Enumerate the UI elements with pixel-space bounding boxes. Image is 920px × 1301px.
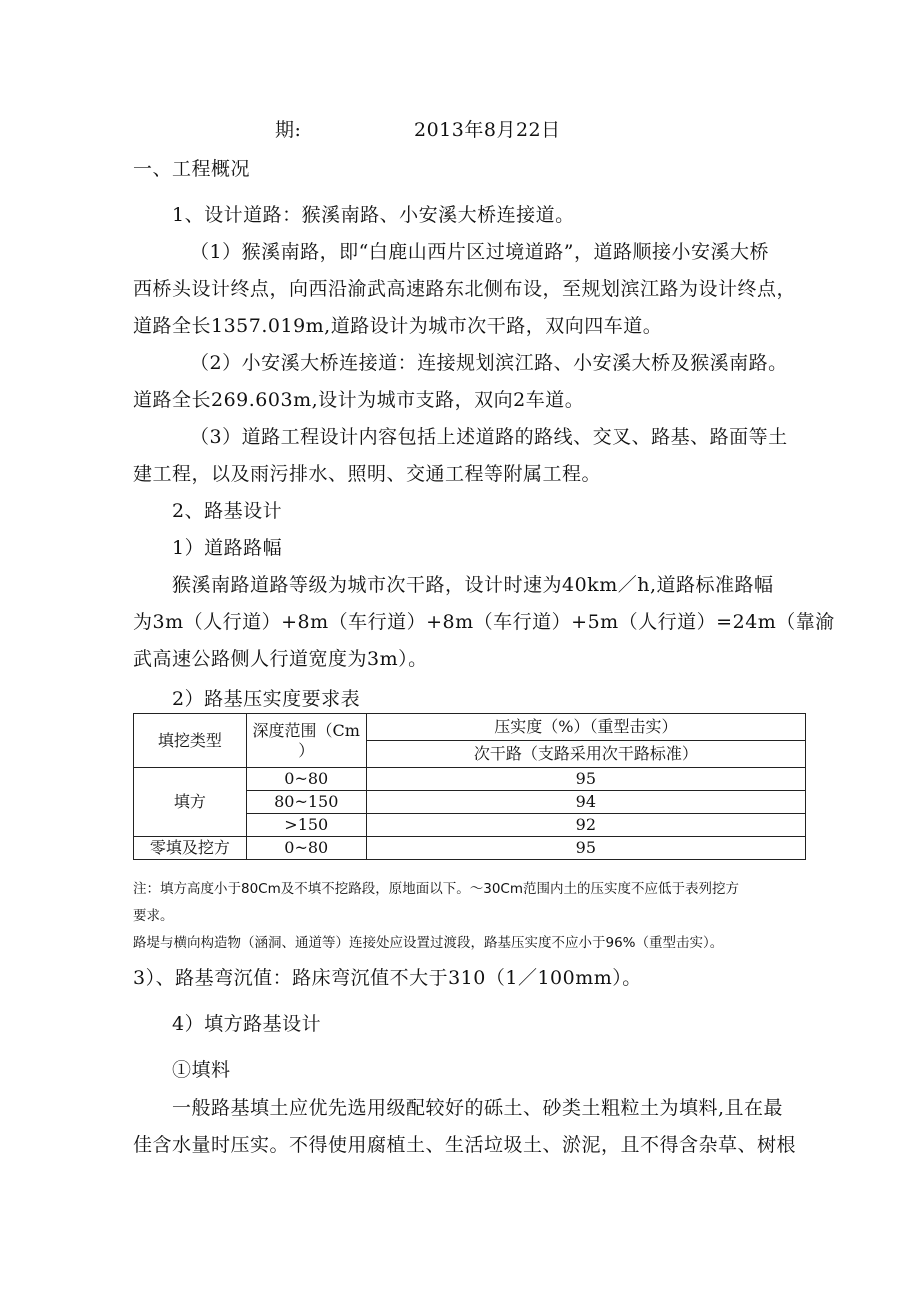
fill-material-heading: ①填料	[172, 1059, 231, 1081]
paragraph-3-line-2: 建工程，以及雨污排水、照明、交通工程等附属工程。	[133, 463, 602, 485]
paragraph-1-line-1: （1）猴溪南路，即“白鹿山西片区过境道路”，道路顺接小安溪大桥	[190, 241, 770, 263]
note-1-line-1: 注：填方高度小于80Cm及不填不挖路段，原地面以下。～30Cm范围内土的压实度不应低于表列挖方	[133, 881, 740, 897]
table-row	[134, 837, 806, 860]
paragraph-2-line-1: （2）小安溪大桥连接道：连接规划滨江路、小安溪大桥及猴溪南路。	[190, 352, 788, 374]
depth-cell: 0~80	[246, 837, 366, 860]
header-fill-type: 填挖类型	[134, 714, 247, 768]
paragraph-4-line-1: 猴溪南路道路等级为城市次干路，设计时速为40km／h,道路标准路幅	[172, 574, 774, 596]
paragraph-2-line-2: 道路全长269.603m,设计为城市支路，双向2车道。	[133, 389, 585, 411]
paragraph-5-line-1: 一般路基填土应优先选用级配较好的砾土、砂类土粗粒土为填料,且在最	[172, 1097, 784, 1119]
road-width-heading: 1）道路路幅	[172, 537, 283, 559]
paragraph-3-line-1: （3）道路工程设计内容包括上述道路的路线、交叉、路基、路面等土	[190, 426, 788, 448]
note-2: 路堤与横向构造物（涵洞、通道等）连接处应设置过渡段，路基压实度不应小于96%（重型击实）。	[133, 935, 724, 951]
header-depth-range	[246, 714, 366, 768]
header-depth-range-line2: ）	[298, 740, 315, 760]
date-label: 期:	[275, 119, 302, 141]
compaction-cell: 95	[366, 837, 805, 860]
depth-cell: 0~80	[246, 768, 366, 791]
paragraph-4-line-2: 为3m（人行道）+8m（车行道）+8m（车行道）+5m（人行道）=24m（靠渝	[133, 611, 835, 633]
design-roads-heading: 1、设计道路：猴溪南路、小安溪大桥连接道。	[172, 204, 575, 226]
paragraph-4-line-3: 武高速公路侧人行道宽度为3m）。	[133, 648, 428, 670]
deflection-heading: 3）、路基弯沉值：路床弯沉值不大于310（1／100mm）。	[133, 967, 642, 989]
date-value: 2013年8月22日	[414, 119, 561, 141]
compaction-cell: 95	[366, 768, 805, 791]
compaction-table-heading: 2）路基压实度要求表	[172, 688, 361, 710]
note-1-line-2: 要求。	[133, 908, 174, 924]
header-compaction: 压实度（%）（重型击实）	[366, 714, 805, 741]
subgrade-design-heading: 2、路基设计	[172, 500, 283, 522]
zero-fill-label: 零填及挖方	[134, 837, 247, 860]
table-row	[134, 768, 806, 791]
paragraph-5-line-2: 佳含水量时压实。不得使用腐植土、生活垃圾土、淤泥，且不得含杂草、树根	[133, 1134, 797, 1156]
section-title-overview: 一、工程概况	[133, 158, 251, 180]
table-header-row	[134, 714, 806, 741]
compaction-cell: 92	[366, 814, 805, 837]
depth-cell: 80~150	[246, 791, 366, 814]
paragraph-1-line-3: 道路全长1357.019m,道路设计为城市次干路，双向四车道。	[133, 315, 663, 337]
depth-cell: >150	[246, 814, 366, 837]
fill-label: 填方	[134, 768, 247, 837]
compaction-table	[133, 713, 806, 860]
fill-subgrade-heading: 4）填方路基设计	[172, 1013, 322, 1035]
header-secondary-road: 次干路（支路采用次干路标准）	[366, 741, 805, 768]
compaction-cell: 94	[366, 791, 805, 814]
header-depth-range-line1: 深度范围（Cm	[252, 720, 360, 740]
paragraph-1-line-2: 西桥头设计终点，向西沿渝武高速路东北侧布设，至规划滨江路为设计终点，	[133, 278, 797, 300]
